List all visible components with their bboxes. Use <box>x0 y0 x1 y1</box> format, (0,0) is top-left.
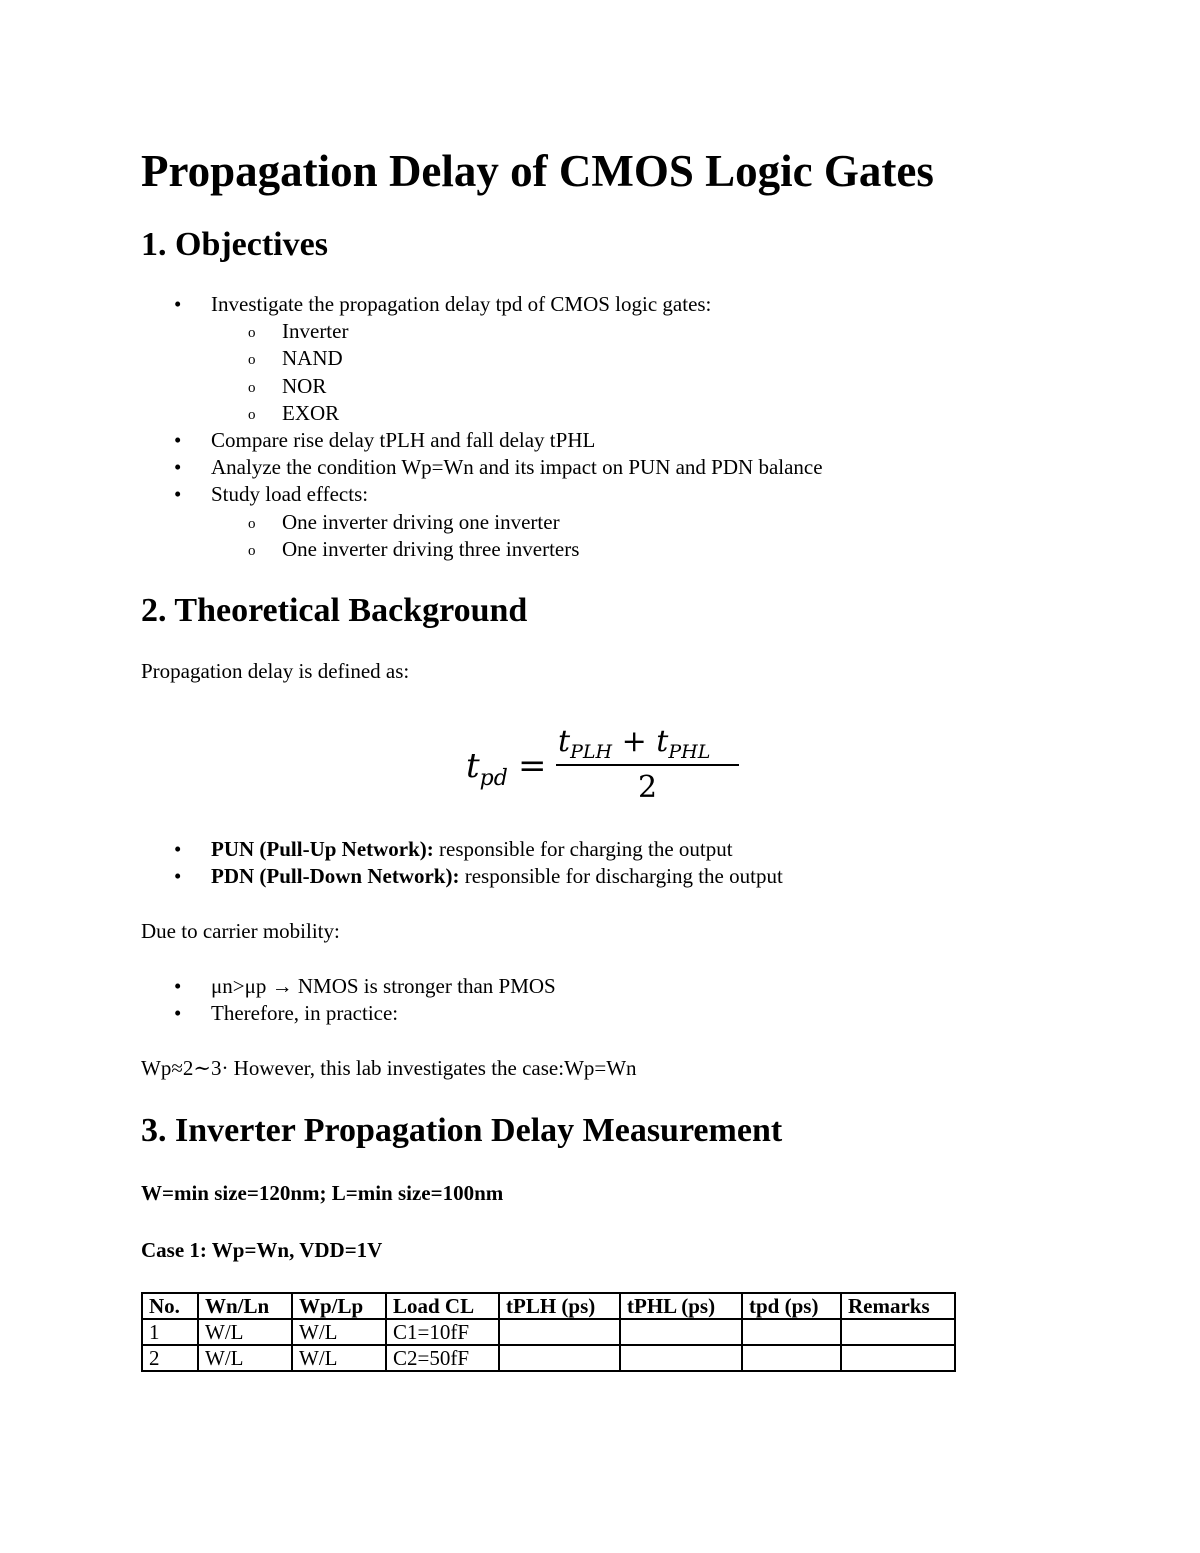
list-item: • Therefore, in practice: <box>141 1000 556 1027</box>
bullet-icon: • <box>174 974 182 998</box>
formula-denominator: 2 <box>638 770 658 805</box>
list-item: o NOR <box>141 373 823 400</box>
col-tpd: tpd (ps) <box>742 1293 841 1319</box>
table-cell: W/L <box>292 1345 386 1371</box>
list-item: o Inverter <box>141 318 823 345</box>
list-item: • Compare rise delay tPLH and fall delay tPHL <box>141 427 823 454</box>
mobility-note: Wp≈2∼3· However, this lab investigates the case:Wp=Wn <box>141 1056 637 1080</box>
formula-numerator: $t_{PLH} + t_{PHL}$ <box>558 724 711 763</box>
list-item: o EXOR <box>141 400 823 427</box>
list-item: o NAND <box>141 345 823 372</box>
col-wn-ln: Wn/Ln <box>198 1293 292 1319</box>
objectives-heading: 1. Objectives <box>141 226 328 263</box>
table-cell <box>499 1345 620 1371</box>
table-cell: W/L <box>198 1345 292 1371</box>
col-wp-lp: Wp/Lp <box>292 1293 386 1319</box>
bullet-icon: • <box>174 292 182 316</box>
col-tphl: tPHL (ps) <box>620 1293 742 1319</box>
table-cell: W/L <box>292 1319 386 1345</box>
table-cell <box>620 1319 742 1345</box>
mobility-list <box>141 973 556 1027</box>
list-item: • Analyze the condition Wp=Wn and its impact on PUN and PDN balance <box>141 454 823 481</box>
col-load-cl: Load CL <box>386 1293 499 1319</box>
table-cell: 1 <box>142 1319 198 1345</box>
circle-bullet-icon: o <box>248 352 256 369</box>
list-item: • PUN (Pull-Up Network): responsible for charging the output <box>141 836 783 863</box>
table-cell: C1=10fF <box>386 1319 499 1345</box>
circle-bullet-icon: o <box>248 325 256 342</box>
list-item: • PDN (Pull-Down Network): responsible for discharging the output <box>141 863 783 890</box>
table-cell <box>620 1345 742 1371</box>
propagation-delay-formula <box>466 722 766 812</box>
table-cell <box>499 1319 620 1345</box>
bullet-icon: • <box>174 482 182 507</box>
circle-bullet-icon: o <box>248 515 256 532</box>
list-item: • Investigate the propagation delay tpd of CMOS logic gates: <box>141 291 823 318</box>
list-item: • Study load effects: <box>141 481 823 508</box>
bullet-icon: • <box>174 1001 182 1026</box>
objectives-list <box>141 291 823 563</box>
bullet-icon: • <box>174 428 182 453</box>
bullet-icon: • <box>174 864 182 889</box>
table-cell: W/L <box>198 1319 292 1345</box>
formula-equals: = <box>518 746 547 786</box>
size-line: W=min size=120nm; L=min size=100nm <box>141 1181 504 1205</box>
col-no: No. <box>142 1293 198 1319</box>
case-line: Case 1: Wp=Wn, VDD=1V <box>141 1238 383 1262</box>
background-heading: 2. Theoretical Background <box>141 592 528 629</box>
circle-bullet-icon: o <box>248 406 256 423</box>
measurement-table <box>141 1292 956 1372</box>
page-title: Propagation Delay of CMOS Logic Gates <box>141 146 934 196</box>
table-cell: 2 <box>142 1345 198 1371</box>
col-tplh: tPLH (ps) <box>499 1293 620 1319</box>
table-cell: C2=50fF <box>386 1345 499 1371</box>
table-cell <box>841 1345 955 1371</box>
circle-bullet-icon: o <box>248 542 256 559</box>
background-intro: Propagation delay is defined as: <box>141 659 410 683</box>
inverter-heading: 3. Inverter Propagation Delay Measurement <box>141 1112 783 1149</box>
formula-lhs: $t_{pd}$ <box>466 746 508 791</box>
networks-list <box>141 836 783 890</box>
list-item: • μn>μp → NMOS is stronger than PMOS <box>141 973 556 1000</box>
list-item: o One inverter driving three inverters <box>141 536 823 563</box>
fraction-bar <box>556 764 739 766</box>
circle-bullet-icon: o <box>248 379 256 396</box>
table-row <box>142 1345 955 1371</box>
table-cell <box>841 1319 955 1345</box>
col-remarks: Remarks <box>841 1293 955 1319</box>
table-header-row <box>142 1293 955 1319</box>
table-row <box>142 1319 955 1345</box>
table-cell <box>742 1345 841 1371</box>
table-cell <box>742 1319 841 1345</box>
list-item: o One inverter driving one inverter <box>141 509 823 536</box>
bullet-icon: • <box>174 455 182 480</box>
bullet-icon: • <box>174 837 182 861</box>
mobility-intro: Due to carrier mobility: <box>141 919 340 943</box>
